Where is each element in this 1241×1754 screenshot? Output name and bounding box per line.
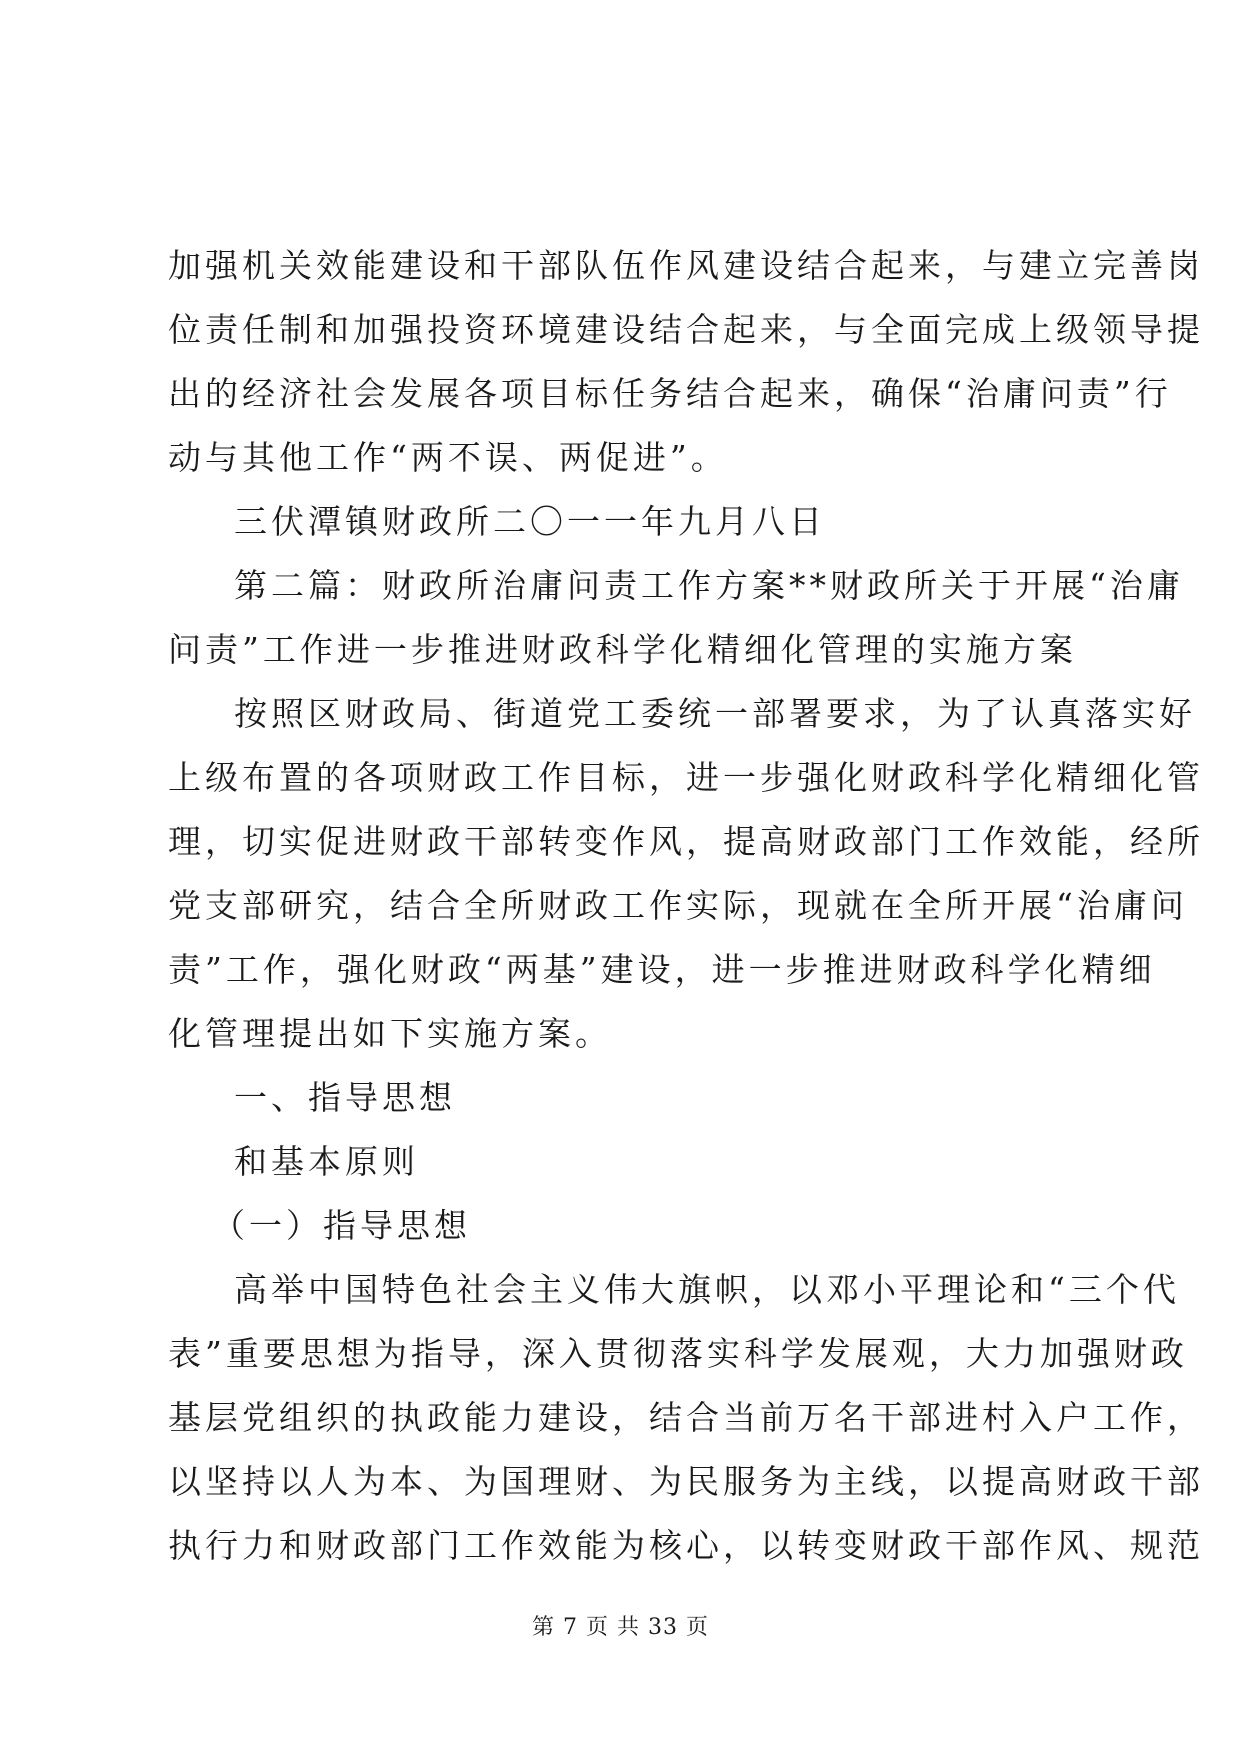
section-title-line: 问责”工作进一步推进财政科学化精细化管理的实施方案 [168, 630, 1077, 669]
text-line: 党支部研究，结合全所财政工作实际，现就在全所开展“治庸问 [168, 886, 1188, 925]
text-line: 责”工作，强化财政“两基”建设，进一步推进财政科学化精细 [168, 950, 1156, 989]
text-line: 理，切实促进财政干部转变作风，提高财政部门工作效能，经所 [168, 822, 1204, 861]
section-title-line: 第二篇：财政所治庸问责工作方案**财政所关于开展“治庸 [234, 566, 1184, 605]
text-line: 加强机关效能建设和干部队伍作风建设结合起来，与建立完善岗 [168, 246, 1204, 285]
text-line: 上级布置的各项财政工作目标，进一步强化财政科学化精细化管 [168, 758, 1204, 797]
text-line: 动与其他工作“两不误、两促进”。 [168, 438, 728, 477]
text-line: 执行力和财政部门工作效能为核心，以转变财政干部作风、规范 [168, 1526, 1204, 1565]
heading-line: 和基本原则 [234, 1142, 419, 1181]
text-line: 位责任制和加强投资环境建设结合起来，与全面完成上级领导提 [168, 310, 1204, 349]
page-number-footer: 第 7 页 共 33 页 [532, 1615, 709, 1640]
text-line: 高举中国特色社会主义伟大旗帜，以邓小平理论和“三个代 [234, 1270, 1180, 1309]
text-line: 按照区财政局、街道党工委统一部署要求，为了认真落实好 [234, 694, 1196, 733]
heading-line: 一、指导思想 [234, 1078, 456, 1117]
text-line: 基层党组织的执政能力建设，结合当前万名干部进村入户工作， [168, 1398, 1204, 1437]
text-line: 化管理提出如下实施方案。 [168, 1014, 612, 1053]
document-body [168, 234, 1204, 1578]
text-line: 出的经济社会发展各项目标任务结合起来，确保“治庸问责”行 [168, 374, 1172, 413]
signature-line: 三伏潭镇财政所二〇一一年九月八日 [234, 502, 826, 541]
subheading-line: （一）指导思想 [212, 1206, 471, 1245]
text-line: 表”重要思想为指导，深入贯彻落实科学发展观，大力加强财政 [168, 1334, 1188, 1373]
text-line: 以坚持以人为本、为国理财、为民服务为主线，以提高财政干部 [168, 1462, 1204, 1501]
